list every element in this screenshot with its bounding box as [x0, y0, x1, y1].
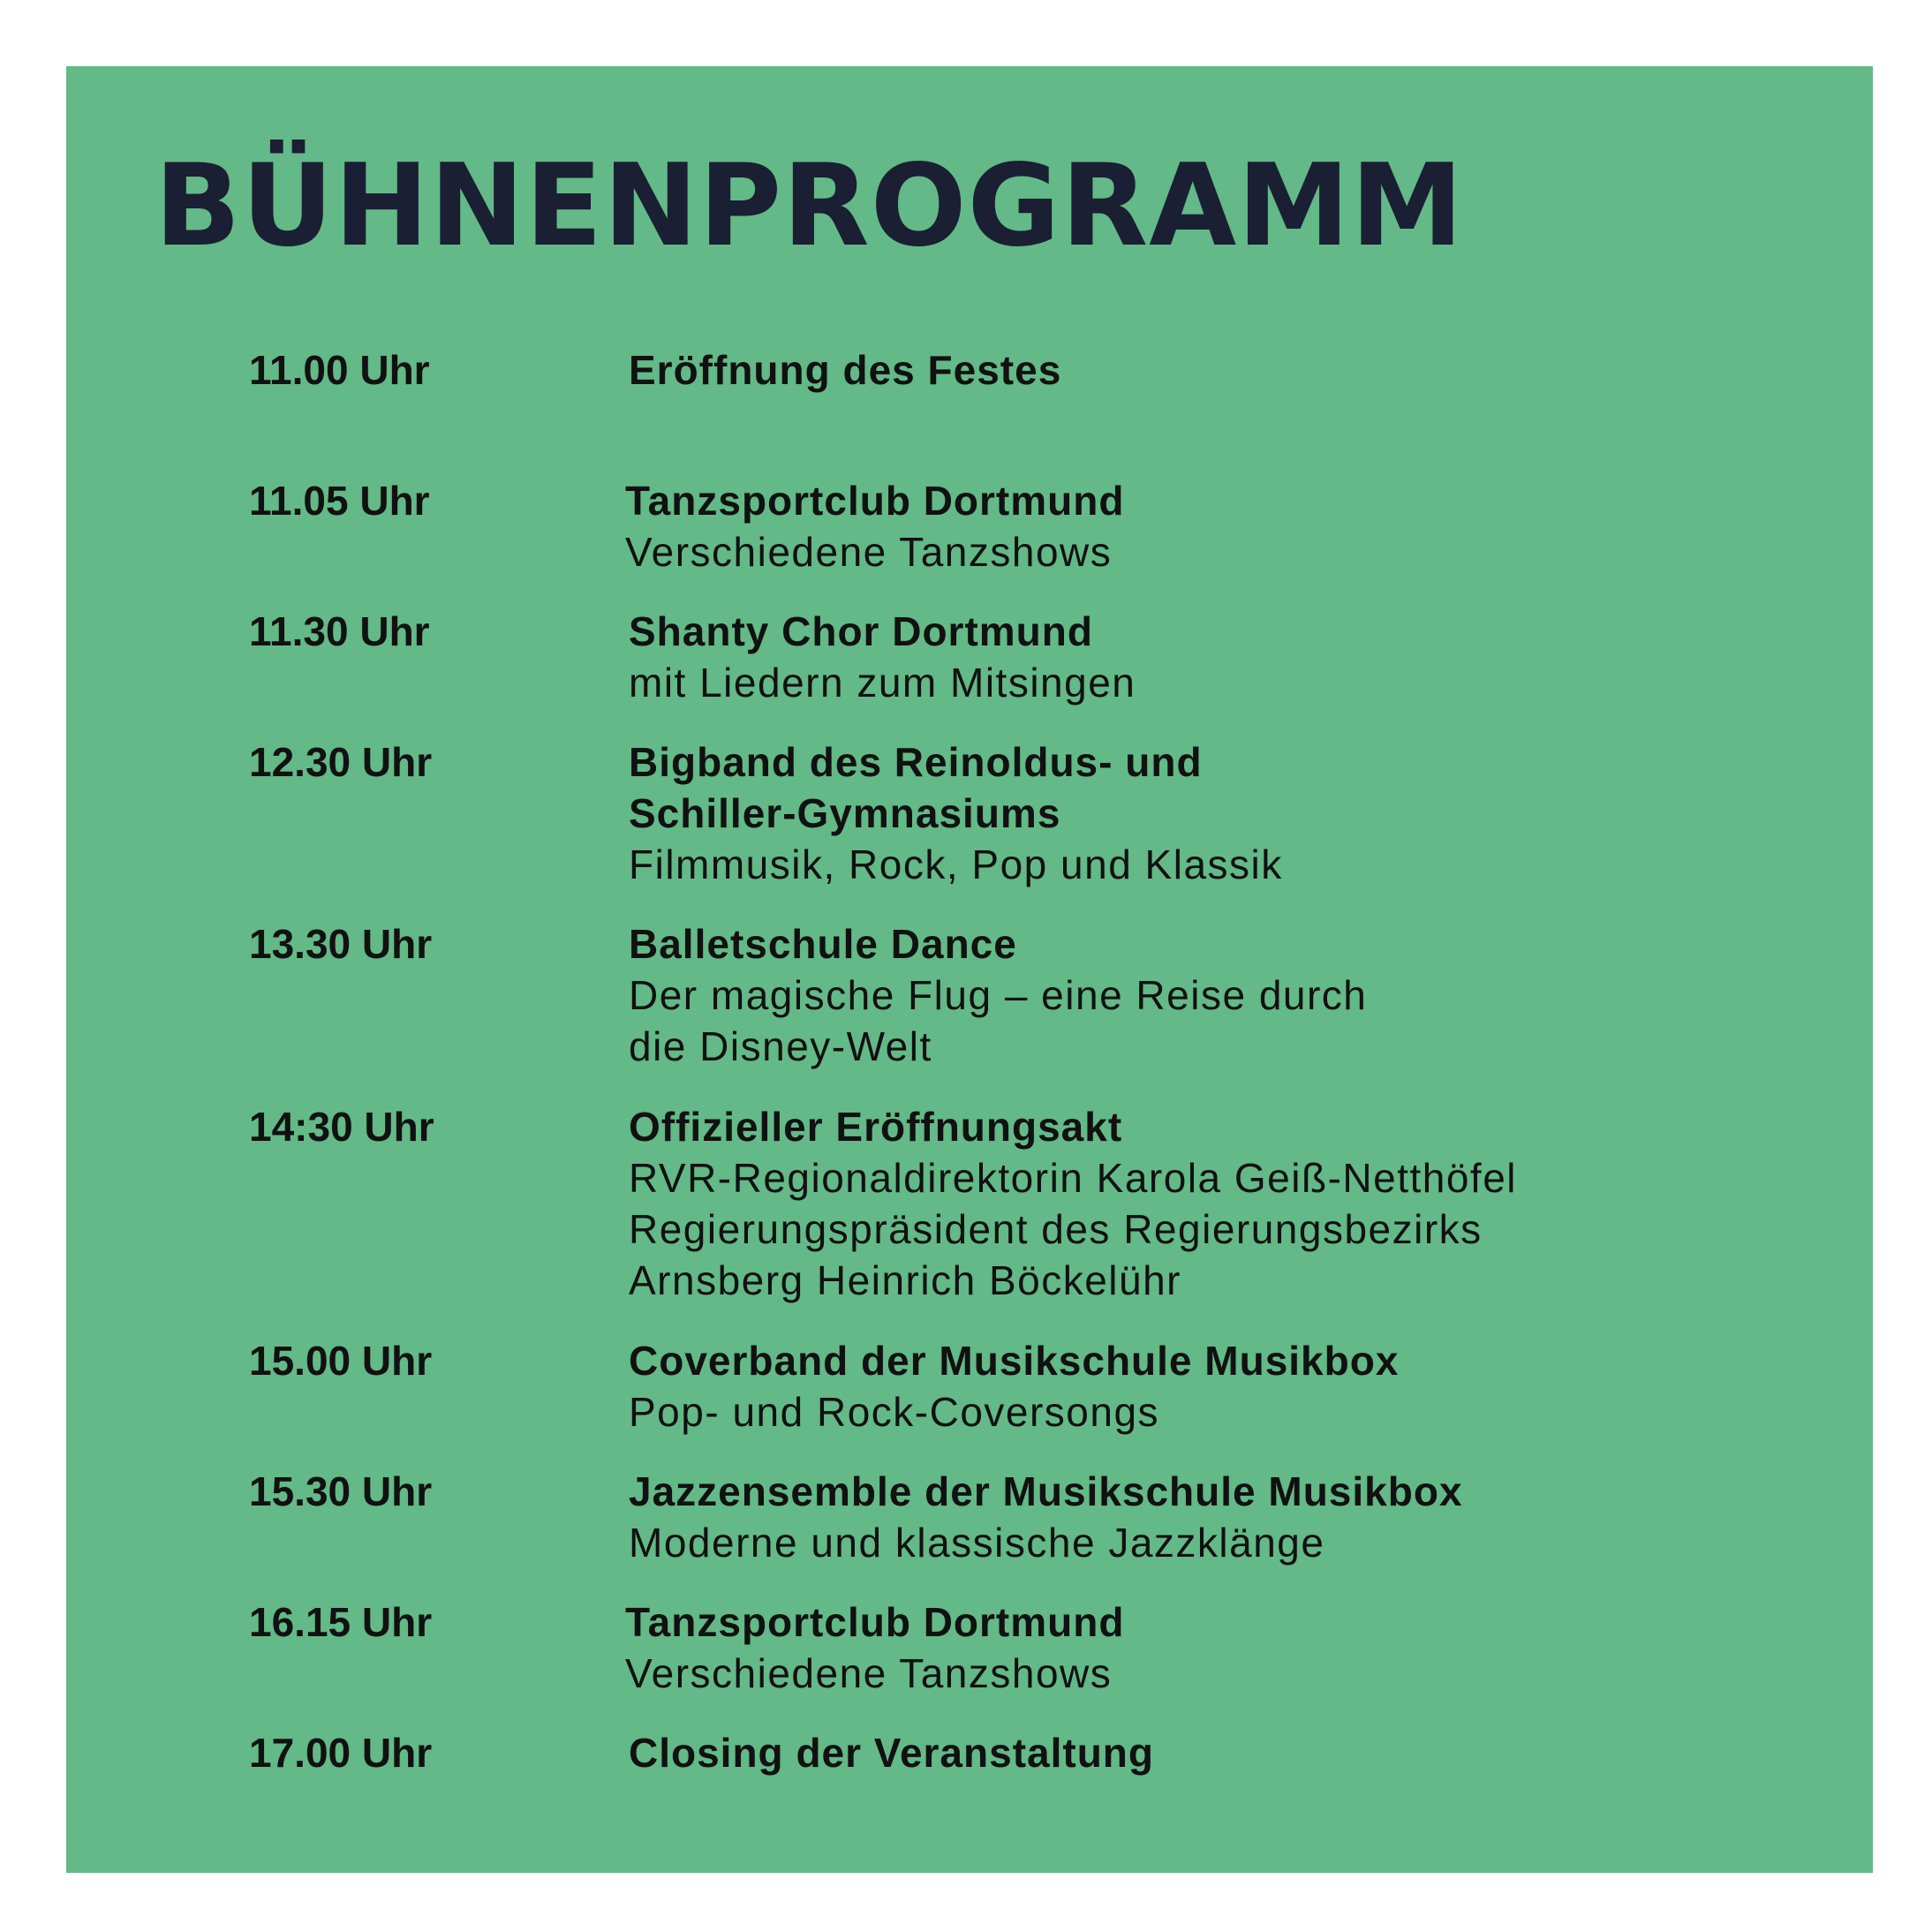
entry-time: 11.30 Uhr [249, 608, 430, 654]
entry-details [629, 918, 1847, 1072]
entry-name: Eröffnung des Festes [629, 347, 1062, 393]
entry-description: Filmmusik, Rock, Pop und Klassik [629, 841, 1283, 887]
entry-time: 12.30 Uhr [249, 739, 433, 785]
entry-time: 15.00 Uhr [249, 1338, 433, 1384]
entry-name: Tanzsportclub Dortmund [625, 478, 1125, 524]
entry-details [629, 736, 1847, 890]
page-title: BÜHNENPROGRAMM [155, 140, 1464, 272]
entry-time: 17.00 Uhr [249, 1730, 433, 1776]
entry-description: Der magische Flug – eine Reise durch [629, 972, 1368, 1018]
entry-details [629, 344, 1847, 396]
program-panel [66, 66, 1873, 1873]
entry-time: 16.15 Uhr [249, 1599, 433, 1645]
entry-details [629, 1727, 1847, 1778]
entry-description: mit Liedern zum Mitsingen [629, 660, 1136, 706]
entry-name: Jazzensemble der Musikschule Musikbox [629, 1468, 1463, 1514]
entry-name: Closing der Veranstaltung [629, 1730, 1154, 1776]
entry-description: RVR-Regionaldirektorin Karola Geiß-Netthöfel [629, 1155, 1518, 1201]
entry-time: 11.00 Uhr [249, 347, 430, 393]
entry-name: Balletschule Dance [629, 921, 1017, 967]
entry-description: Moderne und klassische Jazzklänge [629, 1520, 1325, 1566]
entry-description: Arnsberg Heinrich Böckelühr [629, 1257, 1181, 1303]
entry-description: die Disney-Welt [629, 1023, 932, 1069]
entry-details [629, 606, 1847, 708]
entry-details [625, 475, 1844, 577]
entry-description: Pop- und Rock-Coversongs [629, 1389, 1160, 1435]
entry-name: Offizieller Eröffnungsakt [629, 1104, 1123, 1150]
entry-details [629, 1335, 1847, 1438]
entry-name: Shanty Chor Dortmund [629, 608, 1093, 654]
entry-description: Verschiedene Tanzshows [625, 1650, 1113, 1696]
entry-time: 14:30 Uhr [249, 1104, 434, 1150]
entry-name: Tanzsportclub Dortmund [625, 1599, 1125, 1645]
entry-details [629, 1101, 1847, 1306]
entry-description: Verschiedene Tanzshows [625, 529, 1113, 575]
entry-name: Bigband des Reinoldus- und [629, 739, 1203, 785]
entry-name: Coverband der Musikschule Musikbox [629, 1338, 1400, 1384]
entry-time: 11.05 Uhr [249, 478, 430, 524]
entry-description: Regierungspräsident des Regierungsbezirks [629, 1206, 1483, 1252]
entry-details [625, 1596, 1844, 1699]
entry-details [629, 1466, 1847, 1568]
entry-time: 13.30 Uhr [249, 921, 433, 967]
entry-time: 15.30 Uhr [249, 1468, 433, 1514]
entry-name: Schiller-Gymnasiums [629, 790, 1061, 836]
